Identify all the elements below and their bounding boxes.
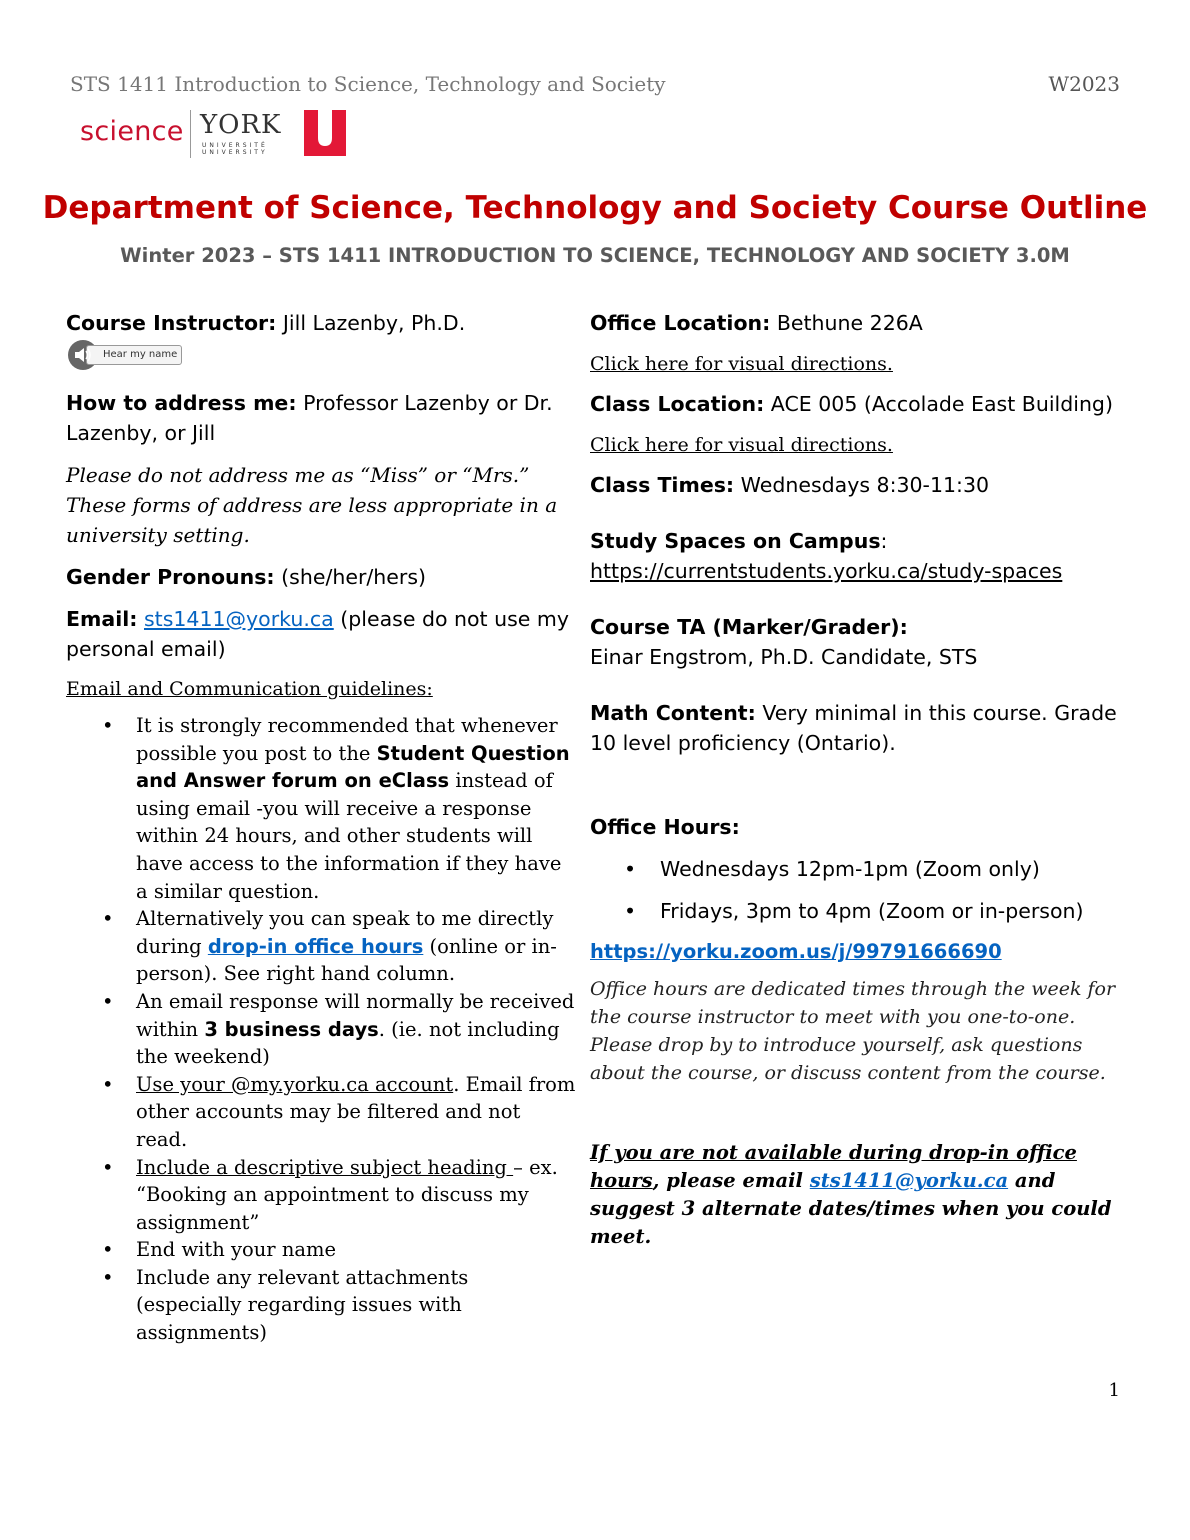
class-times-line bbox=[590, 470, 1130, 500]
drop-in-office-hours-link[interactable]: drop-in office hours bbox=[207, 934, 424, 958]
math-content-label: Math Content: bbox=[590, 701, 756, 725]
math-content-block bbox=[590, 698, 1130, 758]
qa-forum-text: Student Question and Answer forum on eClass bbox=[136, 741, 570, 793]
address-value: Professor Lazenby or Dr. Lazenby, or Jill bbox=[66, 391, 553, 445]
list-item: • Include a descriptive subject heading – ex. “Booking an appointment to discuss my assignment” bbox=[102, 1155, 558, 1234]
header-course: STS 1411 Introduction to Science, Technology and Society bbox=[70, 72, 666, 96]
office-location-value: Bethune 226A bbox=[770, 311, 923, 335]
list-item: • Alternatively you can speak to me directly during drop-in office hours (online or in-person). See right hand column. bbox=[102, 907, 557, 986]
address-line bbox=[66, 388, 576, 448]
unavailable-email-link[interactable]: sts1411@yorku.ca bbox=[809, 1169, 1009, 1192]
science-york-logo bbox=[80, 108, 380, 160]
email-label: Email: bbox=[66, 607, 138, 631]
page-subtitle: Winter 2023 – STS 1411 INTRODUCTION TO SCIENCE, TECHNOLOGY AND SOCIETY 3.0M bbox=[120, 244, 1070, 267]
email-note: (please do not use my personal email) bbox=[66, 607, 570, 661]
list-item: • End with your name bbox=[102, 1238, 337, 1262]
speaker-icon bbox=[74, 347, 92, 363]
logo-science-text: science bbox=[80, 116, 184, 147]
hear-my-name-button[interactable] bbox=[68, 340, 182, 370]
class-location-value: ACE 005 (Accolade East Building) bbox=[764, 392, 1113, 416]
instructor-line bbox=[66, 308, 576, 338]
study-spaces-block: Study Spaces on Campus: https://currentstudents.yorku.ca/study-spaces bbox=[590, 529, 1063, 583]
list-item: • An email response will normally be received within 3 business days. (ie. not including the weekend) bbox=[102, 989, 575, 1069]
guidelines-heading: Email and Communication guidelines: bbox=[66, 678, 433, 700]
math-content-value: Very minimal in this course. Grade 10 level proficiency (Ontario). bbox=[590, 701, 1117, 755]
office-hours-note: Office hours are dedicated times through the week for the course instructor to meet with you one-to-one. Please drop by to introduce yourself, ask questions about the course, or discuss content from the course. bbox=[590, 978, 1116, 1084]
list-item: • It is strongly recommended that whenever possible you post to the Student Question and Answer forum on eClass instead of using email -you will receive a response within 24 hours, and other students will have access to the information if they have a similar question. bbox=[102, 714, 570, 903]
york-u-logo-icon bbox=[302, 108, 348, 158]
class-times-label: Class Times: bbox=[590, 473, 735, 497]
zoom-link[interactable]: https://yorku.zoom.us/j/99791666690 bbox=[590, 940, 1002, 963]
office-hours-label: Office Hours: bbox=[590, 815, 740, 839]
running-header bbox=[70, 72, 1120, 100]
office-location-line bbox=[590, 308, 1130, 338]
pronouns-line bbox=[66, 562, 576, 592]
office-location-label: Office Location: bbox=[590, 311, 771, 335]
office-directions-link[interactable]: Click here for visual directions. bbox=[590, 353, 893, 375]
study-spaces-link[interactable]: https://currentstudents.yorku.ca/study-spaces bbox=[590, 559, 1063, 583]
office-hours-list bbox=[590, 854, 1130, 926]
header-term: W2023 bbox=[1048, 72, 1120, 96]
pronouns-label: Gender Pronouns: bbox=[66, 565, 275, 589]
list-item: • Wednesdays 12pm-1pm (Zoom only) bbox=[624, 857, 1040, 881]
pronouns-value: (she/her/hers) bbox=[274, 565, 426, 589]
list-item: • Fridays, 3pm to 4pm (Zoom or in-person) bbox=[624, 899, 1084, 923]
page-title: Department of Science, Technology and Society Course Outline bbox=[42, 190, 1148, 226]
class-times-value: Wednesdays 8:30-11:30 bbox=[734, 473, 990, 497]
left-column bbox=[66, 308, 576, 1347]
logo-divider bbox=[190, 110, 191, 158]
page-number: 1 bbox=[1108, 1380, 1120, 1401]
class-directions-link[interactable]: Click here for visual directions. bbox=[590, 434, 893, 456]
email-line bbox=[66, 604, 576, 664]
logo-york-text: YORK bbox=[200, 110, 282, 140]
email-link[interactable]: sts1411@yorku.ca bbox=[143, 607, 334, 631]
list-item: • Include any relevant attachments (especially regarding issues with assignments) bbox=[102, 1265, 469, 1345]
course-ta-label: Course TA (Marker/Grader): bbox=[590, 615, 908, 639]
list-item: • Use your @my.yorku.ca account. Email from other accounts may be filtered and not read. bbox=[102, 1072, 576, 1151]
address-label: How to address me: bbox=[66, 391, 297, 415]
course-ta-block bbox=[590, 612, 1130, 672]
guidelines-list bbox=[66, 712, 576, 1347]
hear-my-name-label: Hear my name bbox=[86, 345, 182, 365]
instructor-label: Course Instructor: bbox=[66, 311, 277, 335]
instructor-value: Jill Lazenby, Ph.D. bbox=[276, 311, 466, 335]
class-location-line bbox=[590, 389, 1130, 419]
course-ta-value: Einar Engstrom, Ph.D. Candidate, STS bbox=[590, 645, 978, 669]
class-location-label: Class Location: bbox=[590, 392, 765, 416]
logo-university-text: UNIVERSITÉ UNIVERSITY bbox=[202, 142, 268, 156]
unavailable-note: If you are not available during drop-in office hours, please email sts1411@yorku.ca and suggest 3 alternate dates/times when you could meet. bbox=[590, 1141, 1112, 1248]
right-column bbox=[590, 308, 1130, 1251]
address-note: Please do not address me as “Miss” or “Mrs.” These forms of address are less appropriate in a university setting. bbox=[66, 463, 558, 547]
study-spaces-label: Study Spaces on Campus bbox=[590, 529, 881, 553]
